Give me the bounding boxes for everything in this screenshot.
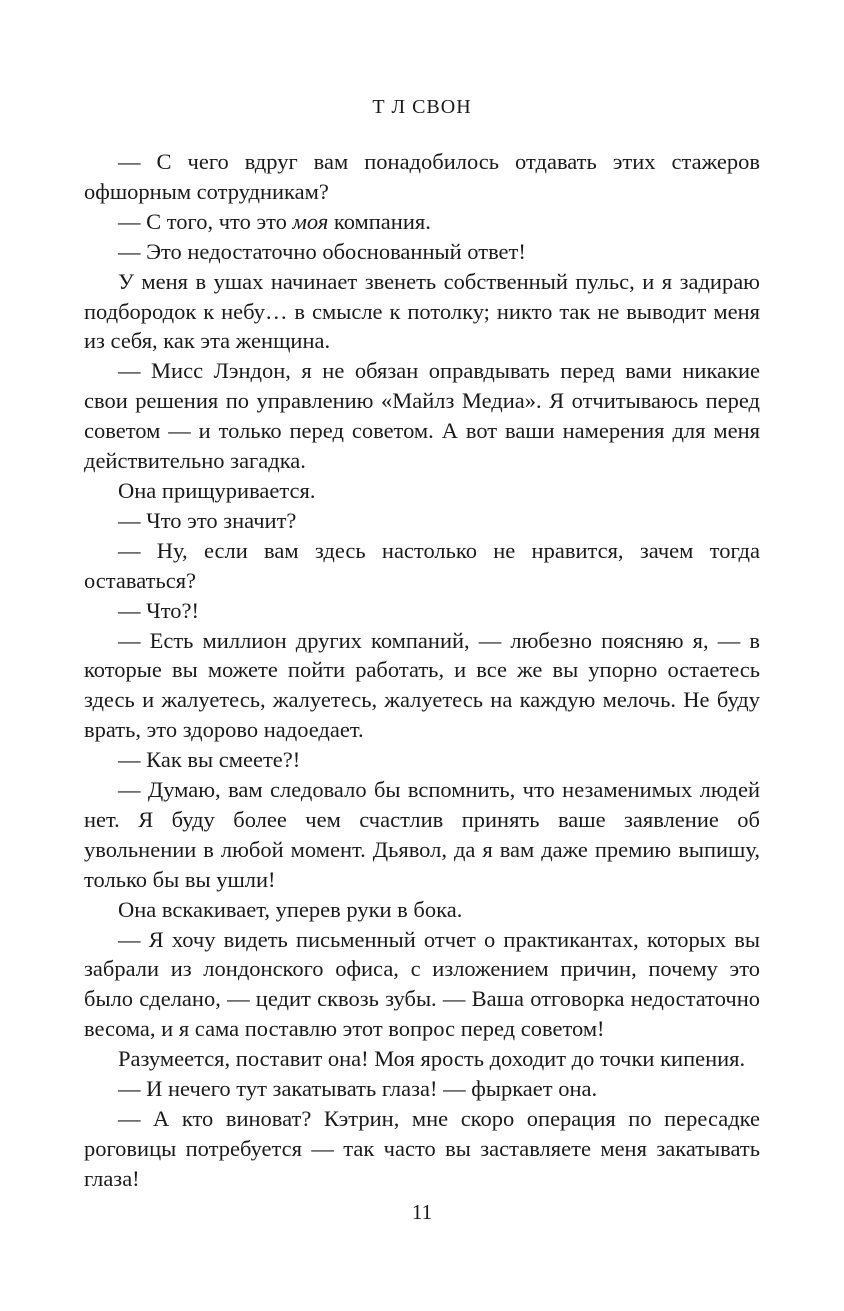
running-head: Т Л СВОН	[372, 96, 472, 118]
paragraph: — С чего вдруг вам понадобилось отдавать этих стажеров офшорным сотрудникам?	[84, 149, 760, 204]
emphasis: моя	[292, 208, 329, 234]
paragraph: Разумеется, поставит она! Моя ярость доходит до точки кипения.	[118, 1046, 746, 1072]
paragraph: — А кто виноват? Кэтрин, мне скоро операция по пересадке роговицы потребуется — так часто вы заставляете меня закатывать глаза!	[84, 1106, 760, 1191]
body-text	[84, 147, 760, 1194]
paragraph-text: компания.	[328, 208, 431, 234]
paragraph: Она прищуривается.	[118, 477, 316, 503]
paragraph: — Как вы смеете?!	[118, 747, 301, 773]
paragraph: — Думаю, вам следовало бы вспомнить, что незаменимых людей нет. Я буду более чем счастлив принять ваше заявление об увольнении в любой момент. Дьявол, да я вам даже премию выпишу, только бы вы ушли!	[84, 777, 760, 892]
paragraph: — И нечего тут закатывать глаза! — фыркает она.	[118, 1076, 598, 1102]
paragraph	[84, 207, 760, 237]
paragraph: — Что это значит?	[118, 507, 297, 533]
paragraph: — Это недостаточно обоснованный ответ!	[118, 238, 526, 264]
paragraph: — Мисс Лэндон, я не обязан оправдывать перед вами никакие свои решения по управлению «Майлз Медиа». Я отчитываюсь перед советом — и только перед советом. А вот ваши намерения для меня действительно загадка.	[84, 358, 760, 474]
page-number: 11	[411, 1200, 433, 1224]
paragraph: У меня в ушах начинает звенеть собственный пульс, и я задираю подбородок к небу… в смысле к потолку; никто так не выводит меня из себя, как эта женщина.	[84, 268, 760, 354]
paragraph: — Я хочу видеть письменный отчет о практикантах, которых вы забрали из лондонского офиса, с изложением причин, почему это было сделано, — цедит сквозь зубы. — Ваша отговорка недостаточно весома, и я сама поставлю этот вопрос перед советом!	[84, 926, 760, 1042]
paragraph: — Что?!	[118, 597, 200, 623]
paragraph: — Есть миллион других компаний, — любезно поясняю я, — в которые вы можете пойти работать, и все же вы упорно остаетесь здесь и жалуетесь, жалуетесь, жалуетесь на каждую мелочь. Не буду врать, это здорово надоедает.	[84, 627, 760, 743]
paragraph: Она вскакивает, уперев руки в бока.	[118, 896, 463, 922]
paragraph: — Ну, если вам здесь настолько не нравится, зачем тогда оставаться?	[84, 537, 760, 593]
paragraph-text: — С того, что это	[118, 208, 293, 234]
